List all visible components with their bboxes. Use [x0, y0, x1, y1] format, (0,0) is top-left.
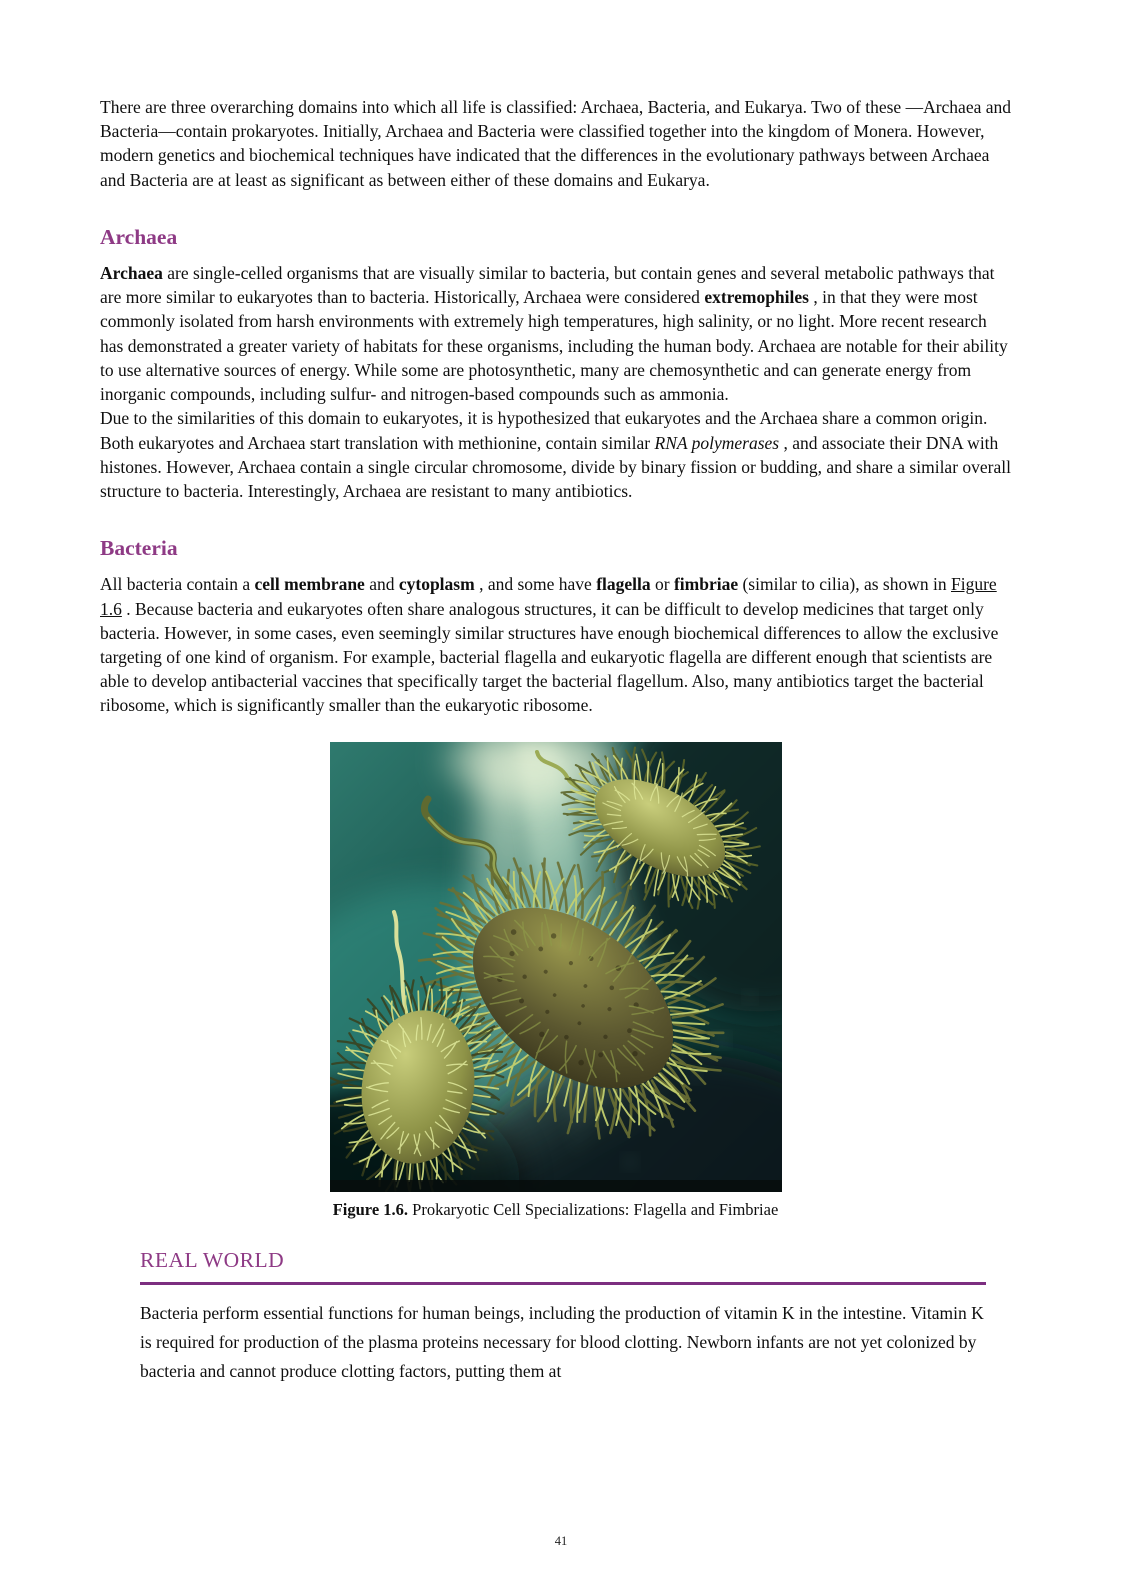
- real-world-paragraph: Bacteria perform essential functions for human beings, including the production of vitamin K in the intestine. Vitamin K is required for production of the plasma proteins necessary for blood clotting. Newborn infants are not yet colonized by bacteria and cannot produce clotting factors, putting them at: [140, 1302, 984, 1382]
- bacteria-paragraph: All bacteria contain a cell membrane and cytoplasm , and some have flagella or fimbriae (similar to cilia), as shown in Figure 1.6 . Because bacteria and eukaryotes often share analogous structures, it can be difficult to develop medicines that target only bacteria. However, in some cases, even seemingly similar structures have enough biochemical differences to allow the exclusive targeting of one kind of organism. For example, bacterial flagella and eukaryotic flagella are different enough that scientists are able to develop antibacterial vaccines that specifically target the bacterial flagellum. Also, many antibiotics target the bacterial ribosome, which is significantly smaller than the eukaryotic ribosome.: [100, 574, 999, 716]
- section-heading-archaea: Archaea: [100, 224, 178, 249]
- bacteria-illustration-svg: [330, 742, 782, 1192]
- figure-1-6-link[interactable]: Figure 1.6: [100, 574, 997, 619]
- archaea-paragraph-2: Due to the similarities of this domain to eukaryotes, it is hypothesized that eukaryotes and the Archaea share a common origin. Both eukaryotes and Archaea start translation with methionine, contain similar RNA polymerases , and associate their DNA with histones. However, Archaea contain a single circular chromosome, divide by binary fission or budding, and share a similar overall structure to bacteria. Interestingly, Archaea are resistant to many antibiotics.: [100, 408, 1011, 502]
- figure-1-6: [100, 742, 1011, 1220]
- text-column: [100, 95, 1011, 1387]
- intro-paragraph: There are three overarching domains into which all life is classified: Archaea, Bacteria, and Eukarya. Two of these —Archaea and Bacteria—contain prokaryotes. Initially, Archaea and Bacteria were classified together into the kingdom of Monera. However, modern genetics and biochemical techniques have indicated that the differences in the evolutionary pathways between Archaea and Bacteria are at least as significant as between either of these domains and Eukarya.: [100, 97, 1011, 190]
- section-heading-bacteria: Bacteria: [100, 536, 178, 561]
- figure-caption: Figure 1.6. Prokaryotic Cell Specializations: Flagella and Fimbriae: [332, 1199, 779, 1219]
- archaea-paragraph-1: Archaea are single-celled organisms that are visually similar to bacteria, but contain genes and several metabolic pathways that are more similar to eukaryotes than to bacteria. Historically, Archaea were considered extremophiles , in that they were most commonly isolated from harsh environments with extremely high temperatures, high salinity, or no light. More recent research has demonstrated a greater variety of habitats for these organisms, including the human body. Archaea are notable for their ability to use alternative sources of energy. While some are photosynthetic, many are chemosynthetic and can generate energy from inorganic compounds, including sulfur- and nitrogen-based compounds such as ammonia.: [100, 262, 1008, 405]
- bacteria-illustration: [330, 742, 782, 1192]
- real-world-callout: [140, 1248, 986, 1387]
- page-number: 41: [554, 1534, 568, 1548]
- real-world-rule: [140, 1282, 986, 1285]
- real-world-heading: REAL WORLD: [140, 1247, 285, 1272]
